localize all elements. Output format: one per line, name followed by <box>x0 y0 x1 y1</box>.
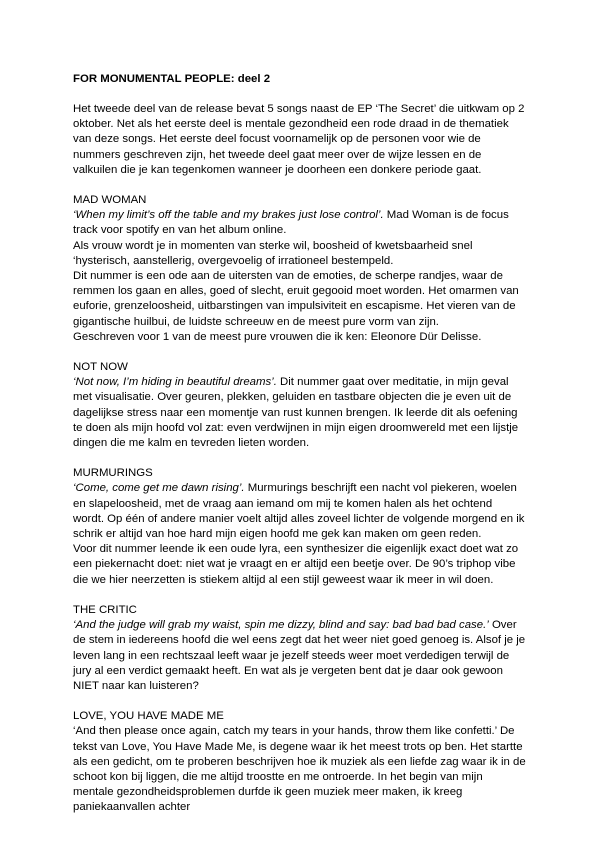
section-heading: NOT NOW <box>73 361 128 374</box>
section-lead <box>73 481 526 542</box>
section-paragraph: Voor dit nummer leende ik een oude lyra, een synthesizer die eigenlijk exact doet wat zo een piekernacht doet: niet wat je vraagt en er altijd een beetje over. De 90’s triphop vibe die we hier neerzetten is stiekem altijd al een stijl geweest waar ik meer in wil doen. <box>73 543 519 586</box>
section-lead: ‘And then please once again, catch my tears in your hands, throw them like confetti.’ De tekst van Love, You Have Made Me, is degene waar ik het meest trots op ben. Het startte als een gedicht, om te proberen beschrijven hoe ik muziek als een liefde zag waar ik in de schoot kon bij liggen, die me altijd troostte en me ontroerde. In het begin van mijn mentale gezondheidsproblemen durfde ik geen muziek meer maken, ik kreeg paniekaanvallen achter <box>73 725 526 814</box>
section-paragraph: Als vrouw wordt je in momenten van sterke wil, boosheid of kwetsbaarheid snel ‘hysterisch, aanstellerig, overgevoelig of irrationeel bestempeld. <box>73 239 473 267</box>
lyric-quote: ‘When my limit’s off the table and my brakes just lose control’. <box>73 209 384 222</box>
section-heading: THE CRITIC <box>73 603 137 616</box>
section-heading: MAD WOMAN <box>73 194 147 207</box>
intro-paragraph: Het tweede deel van de release bevat 5 songs naast de EP ‘The Secret’ die uitkwam op 2 oktober. Net als het eerste deel is mentale gezondheid een rode draad in de thematiek van deze songs. Het eerste deel focust voornamelijk op de personen voor wie de nummers geschreven zijn, het tweede deel gaat meer over de wijze lessen en de valkuilen die je kan tegenkomen wanneer je doorheen een donkere periode gaat. <box>73 103 525 176</box>
section-mad-woman <box>73 193 526 345</box>
section-lead <box>73 208 526 238</box>
section-lead <box>73 375 526 451</box>
section-not-now <box>73 360 526 451</box>
lyric-quote: ‘And the judge will grab my waist, spin me dizzy, blind and say: bad bad bad case.’ <box>73 619 489 632</box>
section-the-critic <box>73 603 526 694</box>
document-title: FOR MONUMENTAL PEOPLE: deel 2 <box>73 73 271 85</box>
section-heading: MURMURINGS <box>73 467 153 480</box>
lead-text: Mad Woman is de focus track voor spotify en van het album online. <box>73 209 509 237</box>
section-heading: LOVE, YOU HAVE MADE ME <box>73 710 224 723</box>
lyric-quote: ‘Come, come get me dawn rising’. <box>73 482 245 495</box>
lyric-quote: ‘Not now, I’m hiding in beautiful dreams’. <box>73 376 277 389</box>
lead-text: Murmurings beschrijft een nacht vol piekeren, woelen en slapeloosheid, met de vraag aan iemand om mij te komen halen als het ochtend wordt. Op één of andere manier voelt altijd alles zoveel lichter de volgende morgend en ik schrik er altijd van hoe hard mijn eigen hoofd me gek kan maken om geen reden. <box>73 482 525 541</box>
lead-text: Over de stem in iedereens hoofd die wel eens zegt dat het weer niet goed genoeg is. Alsof je je leven lang in een rechtszaal leeft waar je jezelf steeds weer moet verdedigen terwijl de jury al een verdict gemaakt heeft. En wat als je vergeten bent dat je daar ook gewoon NIET naar kan luisteren? <box>73 619 526 692</box>
lead-text: Dit nummer gaat over meditatie, in mijn geval met visualisatie. Over geuren, plekken, geluiden en tastbare objecten die je even uit de dagelijkse stress naar een momentje van rust kunnen brengen. Ik leerde dit als oefening te doen als mijn hoofd vol zat: even verdwijnen in mijn eigen droomwereld met een lijstje dingen die me kalm en tevreden lieten worden. <box>73 376 519 450</box>
section-paragraph: Geschreven voor 1 van de meest pure vrouwen die ik ken: Eleonore Dür Delisse. <box>73 330 482 343</box>
section-lead <box>73 618 526 694</box>
section-love-you-have-made-me <box>73 709 526 815</box>
section-paragraph: Dit nummer is een ode aan de uitersten van de emoties, de scherpe randjes, waar de remmen los gaan en alles, goed of slecht, eruit gegooid moet worden. Het omarmen van euforie, grenzeloosheid, uitbarstingen van impulsiviteit en escapisme. Het vieren van de gigantische huilbui, de luidste schreeuw en de meest pure vorm van zijn. <box>73 270 519 328</box>
section-murmurings <box>73 466 526 588</box>
